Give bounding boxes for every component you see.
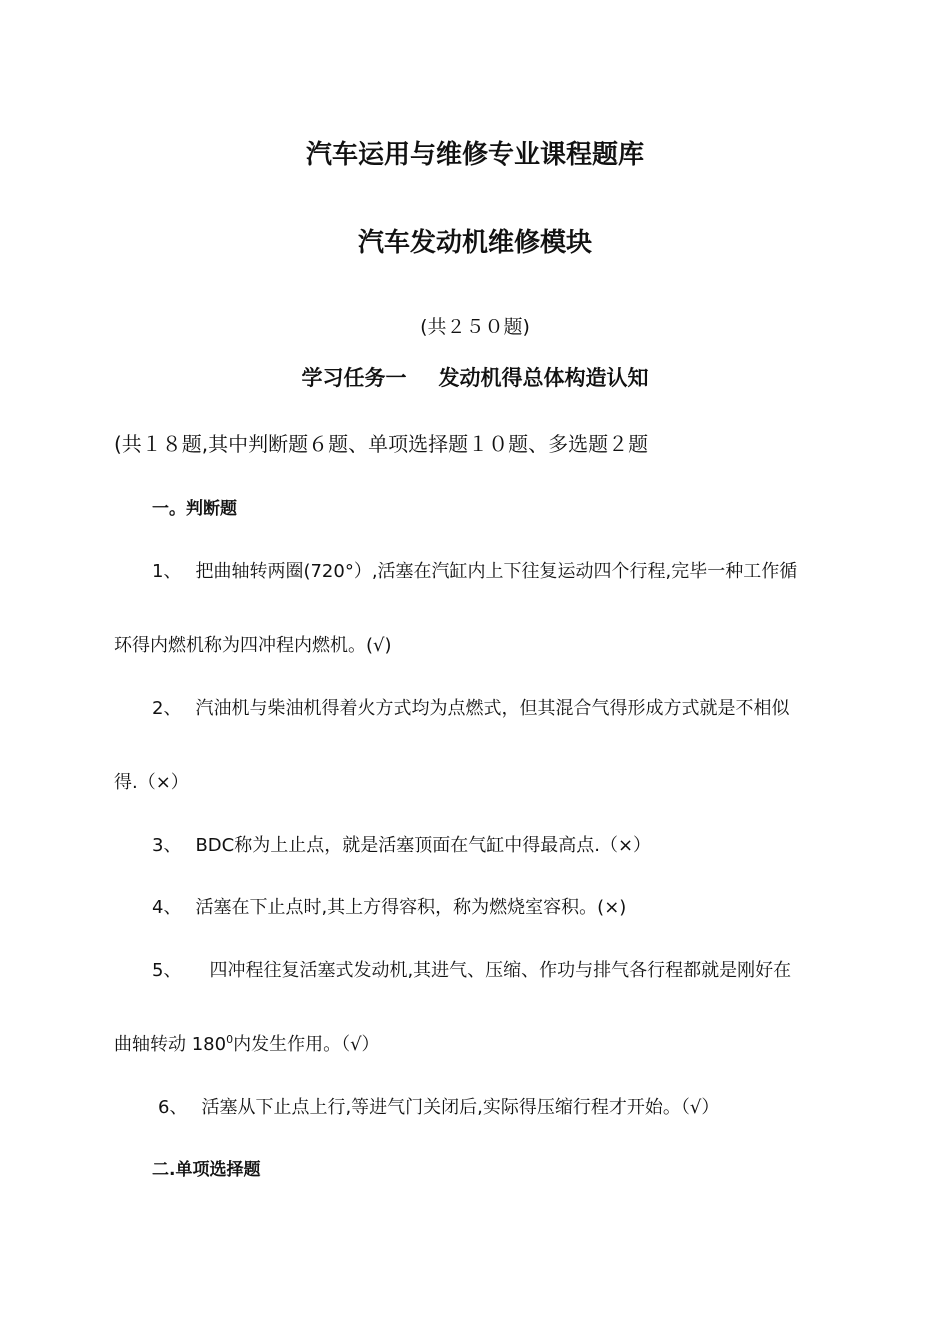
question-1-continued: 环得内燃机称为四冲程内燃机。(√) — [114, 635, 392, 656]
module-title: 汽车发动机维修模块 — [357, 228, 592, 258]
question-number: 2、 — [152, 698, 182, 719]
question-1 — [152, 557, 797, 583]
question-text: BDC称为上止点，就是活塞顶面在气缸中得最高点.（×） — [195, 835, 652, 856]
question-number: 4、 — [152, 897, 182, 918]
question-text: 活塞从下止点上行,等进气门关闭后,实际得压缩行程才开始。（√） — [201, 1097, 720, 1118]
question-2-continued: 得.（×） — [114, 772, 189, 793]
question-text: 四冲程往复活塞式发动机,其进气、压缩、作功与排气各行程都就是刚好在 — [209, 960, 792, 981]
question-6 — [158, 1093, 719, 1119]
question-text: 把曲轴转两圈(720°）,活塞在汽缸内上下往复运动四个行程,完毕一种工作循 — [195, 561, 798, 582]
task-summary: (共１８题,其中判断题６题、单项选择题１０题、多选题２题 — [114, 432, 649, 456]
total-count: (共２５０题) — [420, 316, 530, 338]
question-text: 内发生作用。（√） — [233, 1034, 380, 1055]
task-label: 学习任务一 — [301, 366, 407, 390]
question-text: 活塞在下止点时,其上方得容积，称为燃烧室容积。(×) — [195, 897, 627, 918]
question-number: 1、 — [152, 561, 182, 582]
section-heading-single: 二.单项选择题 — [152, 1160, 261, 1180]
question-text: 汽油机与柴油机得着火方式均为点燃式，但其混合气得形成方式就是不相似 — [195, 698, 790, 719]
question-number: 3、 — [152, 835, 182, 856]
task-heading — [0, 362, 950, 392]
question-number: 5、 — [152, 960, 182, 981]
question-3 — [152, 831, 651, 857]
question-4 — [152, 893, 626, 919]
document-title: 汽车运用与维修专业课程题库 — [305, 140, 644, 170]
section-heading-judge: 一。判断题 — [152, 499, 237, 519]
task-name: 发动机得总体构造认知 — [438, 366, 649, 390]
question-5 — [152, 956, 791, 982]
degree-superscript: 0 — [226, 1033, 234, 1046]
question-2 — [152, 694, 789, 720]
question-text: 曲轴转动 180 — [114, 1034, 227, 1055]
question-5-continued — [114, 1030, 380, 1056]
question-number: 6、 — [158, 1097, 188, 1118]
